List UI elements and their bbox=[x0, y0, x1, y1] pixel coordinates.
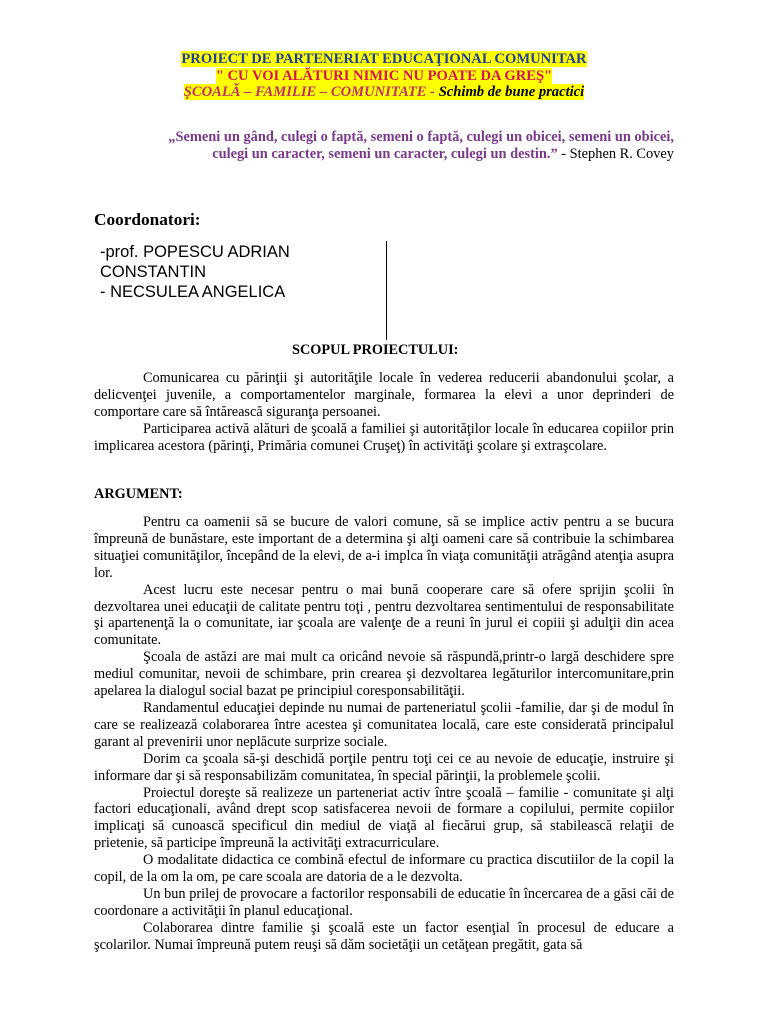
argument-paragraph: O modalitate didactica ce combină efectul de informare cu practica discutiilor de la copil la copil, de la om la om, pe care scoala are datoria de a le dezvolta. bbox=[94, 852, 674, 886]
argument-paragraph: Randamentul educaţiei depinde nu numai de parteneriatul şcolii -familie, dar şi de modul în care se realizează colaborarea între acestea şi comunitatea locală, care este considerată principalul garant al prevenirii unor neplăcute surprize sociale. bbox=[94, 699, 674, 750]
argument-paragraph: Pentru ca oamenii să se bucure de valori comune, să se implice activ pentru a se bucura împreună de bunăstare, este important de a determina şi alţi oameni care să contribuie la schimbarea situaţiei comunităţilor, începând de la elevi, de a-i implca în viaţa comunităţii atrăgând atenţia asupra lor. bbox=[94, 514, 674, 581]
scope-heading: SCOPUL PROIECTULUI: bbox=[292, 342, 459, 358]
title-line-3a: ŞCOALĂ – FAMILIE – COMUNITATE - bbox=[183, 84, 439, 100]
argument-heading: ARGUMENT: bbox=[94, 486, 183, 502]
coordinator-line: CONSTANTIN bbox=[100, 263, 207, 281]
quote-author: - Stephen R. Covey bbox=[557, 146, 674, 162]
argument-paragraph: Colaborarea dintre familie şi şcoală este un factor esenţial în procesul de educare a şcolarilor. Numai împreună putem reuşi să dăm societăţii un cetăţean pregătit, gata să bbox=[94, 919, 674, 953]
motto-quote bbox=[94, 129, 674, 163]
coordinator-line: - NECSULEA ANGELICA bbox=[100, 283, 286, 301]
title-line-1: PROIECT DE PARTENERIAT EDUCAŢIONAL COMUNITAR bbox=[181, 51, 587, 67]
coordinator-line: -prof. POPESCU ADRIAN bbox=[100, 243, 290, 261]
quote-line-2: culegi un caracter, semeni un caracter, culegi un destin.” bbox=[212, 146, 558, 162]
quote-line-1: „Semeni un gând, culegi o faptă, semeni o faptă, culegi un obicei, semeni un obicei, bbox=[168, 129, 674, 145]
scope-paragraph: Comunicarea cu părinţii şi autorităţile locale în vederea reducerii abandonului şcolar, a delicvenţei juvenile, a comportamentelor marginale, formarea la elevi a unor deprinderi de comportare care să întărească siguranţa persoanei. bbox=[94, 370, 674, 420]
project-title bbox=[94, 51, 674, 101]
scope-body bbox=[94, 370, 674, 455]
argument-paragraph: Şcoala de astăzi are mai mult ca oricând nevoie să răspundă,printr-o largă deschidere spre mediul comunitar, nevoii de schimbare, prin crearea şi dezvoltarea legăturilor intercomunitare,prin apelarea la dialogul social bazat pe principiul coresponsabilităţii. bbox=[94, 649, 674, 700]
argument-paragraph: Proiectul doreşte să realizeze un parteneriat activ între şcoală – familie - comunitate şi alţi factori educaţionali, având drept scop satisfacerea nevoii de formare a copilului, permite copiilor implicaţi să cunoască specificul din mediul de viaţă al fiecărui grup, să stabilească relaţii de prietenie, să participe împreună la activităţi extracurriculare. bbox=[94, 784, 674, 852]
title-line-3b: Schimb de bune practici bbox=[438, 84, 585, 100]
argument-paragraph: Un bun prilej de provocare a factorilor responsabili de educatie în încercarea de a găsi căi de coordonare a activităţii în planul educaţional. bbox=[94, 885, 674, 919]
title-line-2: " CU VOI ALĂTURI NIMIC NU POATE DA GREŞ" bbox=[215, 67, 553, 84]
argument-body bbox=[94, 514, 674, 954]
coordinators-list bbox=[100, 242, 290, 302]
argument-paragraph: Dorim ca şcoala să-şi deschidă porţile pentru toţi cei ce au nevoie de educaţie, instruire şi informare dar şi să responsabilizăm comunitatea, în special părinţii, la problemele şcolii. bbox=[94, 750, 674, 784]
argument-paragraph: Acest lucru este necesar pentru o mai bună cooperare care să ofere sprijin şcolii în dezvoltarea unei educaţii de calitate pentru toţi , pentru dezvoltarea sentimentului de responsabilitate şi apartenenţă la o comunitate, iar şcoala are valenţe de a reuni în jurul ei copiii şi adulţii din acea comunitate. bbox=[94, 581, 674, 649]
scope-paragraph: Participarea activă alături de şcoală a familiei şi autorităţilor locale în educarea copiilor prin implicarea acestora (părinţi, Primăria comunei Cruşeţ) în activităţi şcolare şi extraşcolare. bbox=[94, 420, 674, 454]
coordinators-heading: Coordonatori: bbox=[94, 210, 201, 229]
vertical-divider bbox=[386, 241, 387, 340]
